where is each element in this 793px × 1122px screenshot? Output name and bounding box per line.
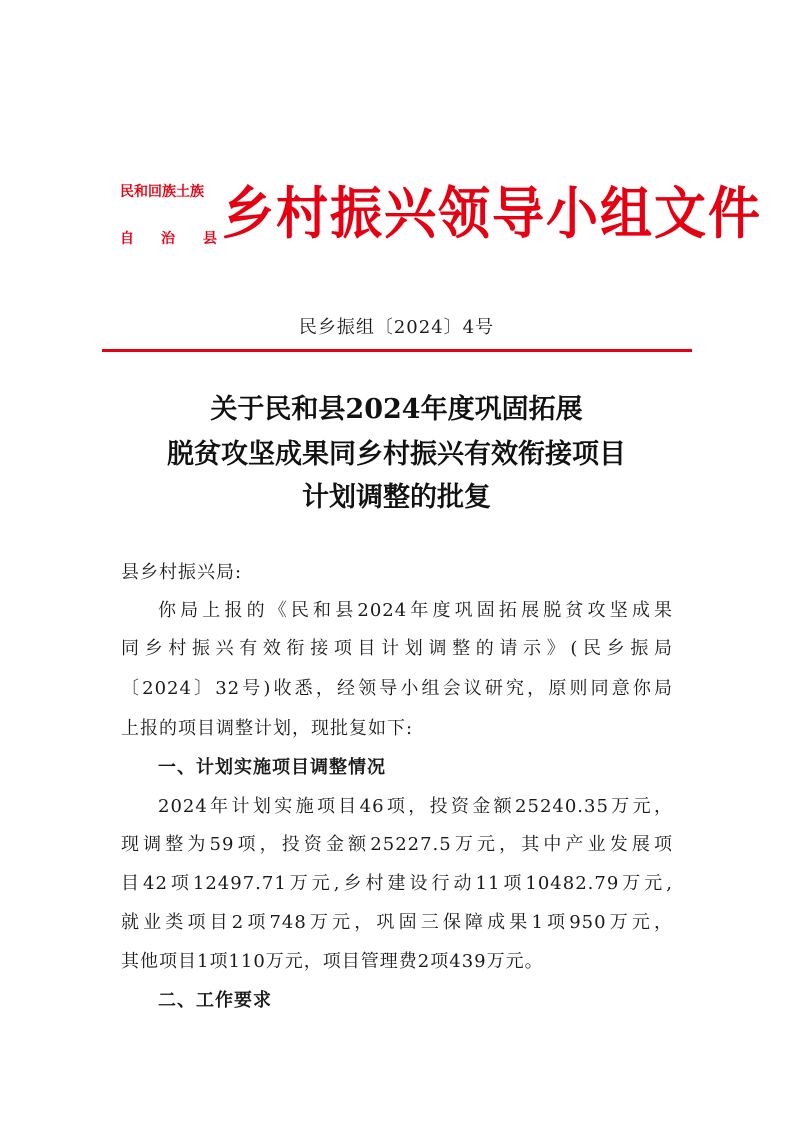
section-heading: 一、计划实施项目调整情况: [158, 757, 386, 778]
issuer-char: 自: [120, 231, 134, 247]
paragraph-line: 你局上报的《民和县2024年度巩固拓展脱贫攻坚成果: [158, 600, 673, 621]
paragraph-line: 上报的项目调整计划，现批复如下:: [121, 718, 414, 739]
issuer-name-line1: 民和回族土族: [120, 184, 204, 200]
issuer-char: 治: [161, 231, 175, 247]
section-heading: 二、工作要求: [158, 990, 272, 1011]
paragraph-line: 其他项目1项110万元，项目管理费2项439万元。: [121, 951, 544, 972]
paragraph-line: 〔2024〕32号)收悉，经领导小组会议研究，原则同意你局: [121, 678, 673, 699]
document-number: 民乡振组〔2024〕4号: [298, 317, 495, 338]
paragraph-line: 同乡村振兴有效衔接项目计划调整的请示》(民乡振局: [121, 638, 673, 659]
document-title-line: 脱贫攻坚成果同乡村振兴有效衔接项目: [167, 439, 626, 470]
paragraph-line: 2024年计划实施项目46项，投资金额25240.35万元，: [158, 796, 673, 817]
addressee: 县乡村振兴局:: [121, 562, 243, 583]
document-title-line: 关于民和县2024年度巩固拓展: [210, 394, 583, 425]
paragraph-line: 现调整为59项，投资金额25227.5万元，其中产业发展项: [121, 834, 673, 855]
paragraph-line: 目42项12497.71万元,乡村建设行动11项10482.79万元,: [121, 873, 673, 894]
document-title-line: 计划调整的批复: [302, 482, 491, 513]
document-header-title: 乡村振兴领导小组文件: [222, 182, 763, 248]
paragraph-line: 就业类项目2项748万元，巩固三保障成果1项950万元，: [121, 912, 673, 933]
red-divider-line: [102, 349, 692, 352]
issuer-char: 县: [203, 231, 217, 247]
